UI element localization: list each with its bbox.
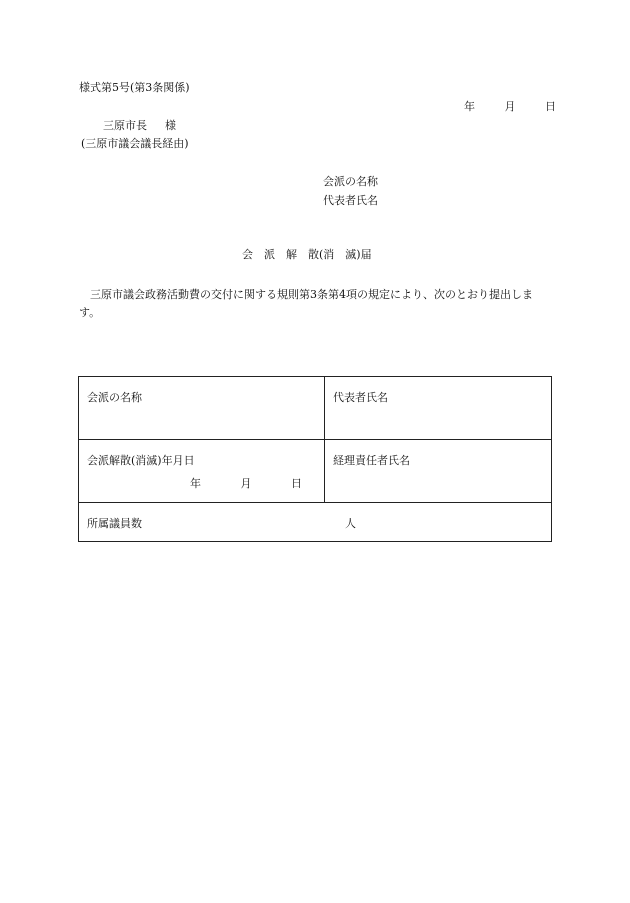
applicant-group-name-label: 会派の名称 [323, 175, 378, 188]
date-month: 月 [504, 100, 516, 113]
submission-date [464, 100, 556, 114]
date-day: 日 [545, 100, 556, 113]
dissolution-date-label: 会派解散(消滅)年月日 [87, 454, 195, 467]
addressee-name: 三原市長 [103, 119, 147, 132]
info-table [78, 376, 552, 542]
via-note: (三原市議会議長経由) [81, 137, 189, 150]
dissolution-month: 月 [240, 477, 252, 490]
table-row [79, 440, 552, 503]
dissolution-date-value [190, 475, 302, 491]
member-count-label: 所属議員数 [87, 517, 142, 530]
table-row [79, 503, 552, 542]
honorific: 様 [165, 119, 176, 132]
member-count-unit: 人 [345, 517, 356, 530]
member-count-cell[interactable] [79, 503, 552, 542]
representative-cell[interactable] [325, 377, 552, 440]
addressee [103, 119, 176, 133]
accounting-officer-label: 経理責任者氏名 [333, 454, 410, 467]
form-label: 様式第5号(第3条関係) [79, 81, 190, 94]
dissolution-day: 日 [291, 477, 302, 490]
representative-cell-label: 代表者氏名 [333, 391, 388, 404]
group-name-cell[interactable] [79, 377, 325, 440]
date-year: 年 [464, 100, 475, 113]
table-row [79, 377, 552, 440]
applicant-representative-label: 代表者氏名 [323, 194, 378, 207]
group-name-cell-label: 会派の名称 [87, 391, 142, 404]
body-text: 三原市議会政務活動費の交付に関する規則第3条第4項の規定により、次のとおり提出します。 [79, 288, 533, 319]
dissolution-date-cell[interactable] [79, 440, 325, 503]
accounting-officer-cell[interactable] [325, 440, 552, 503]
document-title: 会 派 解 散(消 滅)届 [242, 248, 372, 261]
dissolution-year: 年 [190, 477, 201, 490]
